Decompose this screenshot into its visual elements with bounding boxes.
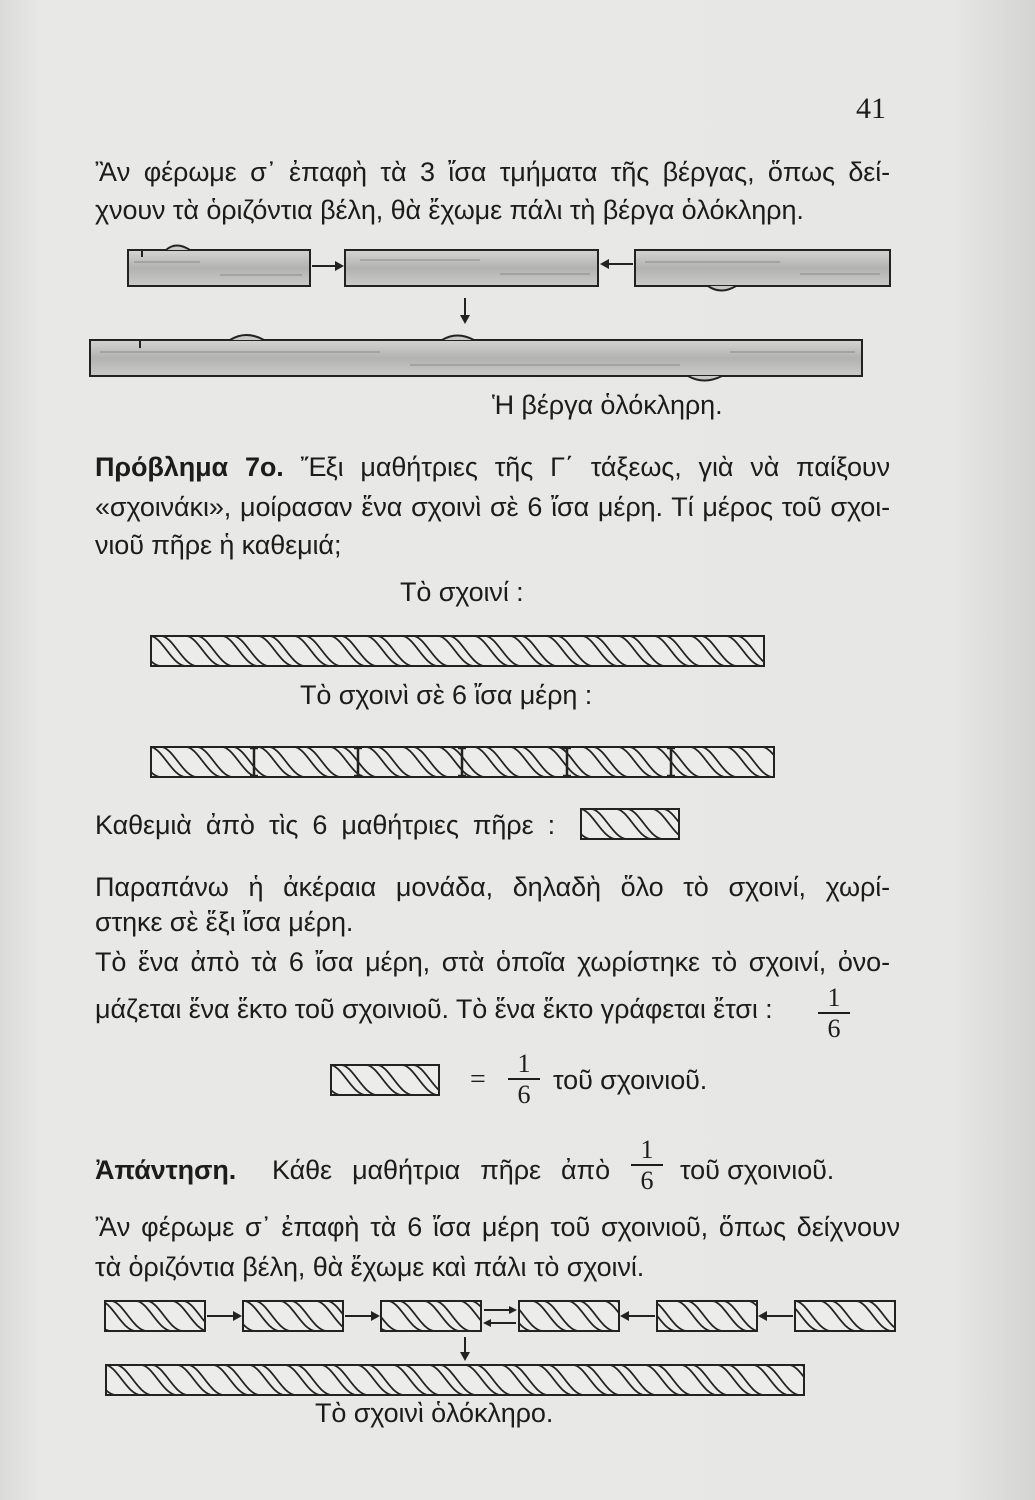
rope-whole xyxy=(150,635,765,667)
fraction-one-sixth xyxy=(631,1136,663,1194)
arrow-left-icon xyxy=(758,1311,793,1321)
arrow-right-icon xyxy=(345,1311,380,1321)
equation-text: τοῦ σχοινιοῦ. xyxy=(553,1065,708,1095)
answer-label: Ἀπάντηση. xyxy=(95,1155,237,1185)
fraction-one-sixth xyxy=(508,1050,540,1108)
arrow-right-icon xyxy=(207,1311,242,1321)
arrow-down-icon xyxy=(460,298,470,324)
rope-piece xyxy=(330,1064,440,1096)
each-got-label: Καθεμιὰ ἀπὸ τὶς 6 μαθήτριες πῆρε : xyxy=(95,810,555,840)
stick-part-1 xyxy=(128,246,310,287)
arrow-left-icon xyxy=(483,1319,516,1327)
rope-piece xyxy=(580,808,680,840)
fraction-numerator: 1 xyxy=(517,1049,531,1078)
rope-piece-4 xyxy=(519,1301,619,1331)
arrow-left-icon xyxy=(600,259,633,269)
rope-piece-3 xyxy=(381,1301,481,1331)
fraction-denominator: 6 xyxy=(640,1166,654,1195)
answer-tail: τοῦ σχοινιοῦ. xyxy=(680,1155,835,1185)
rope-piece-1 xyxy=(105,1301,205,1331)
equals-sign: = xyxy=(470,1064,486,1095)
stick-caption: Ἡ βέργα ὁλόκληρη. xyxy=(492,390,723,420)
closing-line-2: τὰ ὁριζόντια βέλη, θὰ ἔχωμε καὶ πάλι τὸ σχοινί. xyxy=(95,1252,645,1282)
closing-line-1: Ἂν φέρωμε σ᾿ ἐπαφὴ τὰ 6 ἴσα μέρη τοῦ σχοινιοῦ, ὅπως δείχνουν xyxy=(95,1212,900,1242)
fraction-denominator: 6 xyxy=(827,1014,841,1043)
problem-label: Πρόβλημα 7ο. xyxy=(95,452,284,482)
page-number: 41 xyxy=(856,92,886,125)
arrow-right-icon xyxy=(484,1306,517,1314)
rope-whole-joined xyxy=(105,1364,805,1396)
problem-line-2: «σχοινάκι», μοίρασαν ἕνα σχοινὶ σὲ 6 ἴσα μέρη. Τί μέρος τοῦ σχοι- xyxy=(95,492,890,522)
fraction-denominator: 6 xyxy=(517,1080,531,1109)
stick-whole xyxy=(90,335,862,381)
stick-part-2 xyxy=(345,250,598,286)
rope-parts-label: Τὸ σχοινὶ σὲ 6 ἴσα μέρη : xyxy=(300,680,593,710)
intro-line-2: χνουν τὰ ὁριζόντια βέλη, θὰ ἔχωμε πάλι τὴ βέργα ὁλόκληρη. xyxy=(95,195,804,225)
rope-label: Τὸ σχοινί : xyxy=(400,577,524,607)
explanation-line-2: στηκε σὲ ἕξι ἴσα μέρη. xyxy=(95,907,354,937)
arrow-left-icon xyxy=(620,1311,655,1321)
explanation-line-4: μάζεται ἕνα ἕκτο τοῦ σχοινιοῦ. Τὸ ἕνα ἕκτο γράφεται ἔτσι : xyxy=(95,994,773,1024)
intro-line-1: Ἂν φέρωμε σ᾿ ἐπαφὴ τὰ 3 ἴσα τμήματα τῆς βέργας, ὅπως δεί- xyxy=(95,157,890,187)
answer-text: Κάθε μαθήτρια πῆρε ἀπὸ xyxy=(272,1155,610,1185)
rope-piece-2 xyxy=(243,1301,343,1331)
fraction-numerator: 1 xyxy=(827,983,841,1012)
rope-piece-5 xyxy=(657,1301,757,1331)
fraction-numerator: 1 xyxy=(640,1135,654,1164)
arrow-down-icon xyxy=(460,1337,470,1361)
rope-pieces-row xyxy=(100,1300,900,1362)
problem-line-1-text: Ἔξι μαθήτριες τῆς Γ΄ τάξεως, γιὰ νὰ παίξουν xyxy=(300,452,890,482)
problem-line-1 xyxy=(95,450,890,484)
stick-diagram xyxy=(80,238,910,386)
rope-piece-6 xyxy=(795,1301,895,1331)
problem-line-3: νιοῦ πῆρε ἡ καθεμιά; xyxy=(95,530,342,560)
whole-rope-caption: Τὸ σχοινὶ ὁλόκληρο. xyxy=(315,1398,554,1428)
stick-part-3 xyxy=(635,250,890,291)
rope-six-parts xyxy=(150,746,775,778)
explanation-line-1: Παραπάνω ἡ ἀκέραια μονάδα, δηλαδὴ ὅλο τὸ σχοινί, χωρί- xyxy=(95,872,890,902)
explanation-line-3: Τὸ ἕνα ἀπὸ τὰ 6 ἴσα μέρη, στὰ ὁποῖα χωρίστηκε τὸ σχοινί, ὀνο- xyxy=(95,947,890,977)
arrow-right-icon xyxy=(312,261,344,271)
fraction-one-sixth xyxy=(818,984,850,1042)
